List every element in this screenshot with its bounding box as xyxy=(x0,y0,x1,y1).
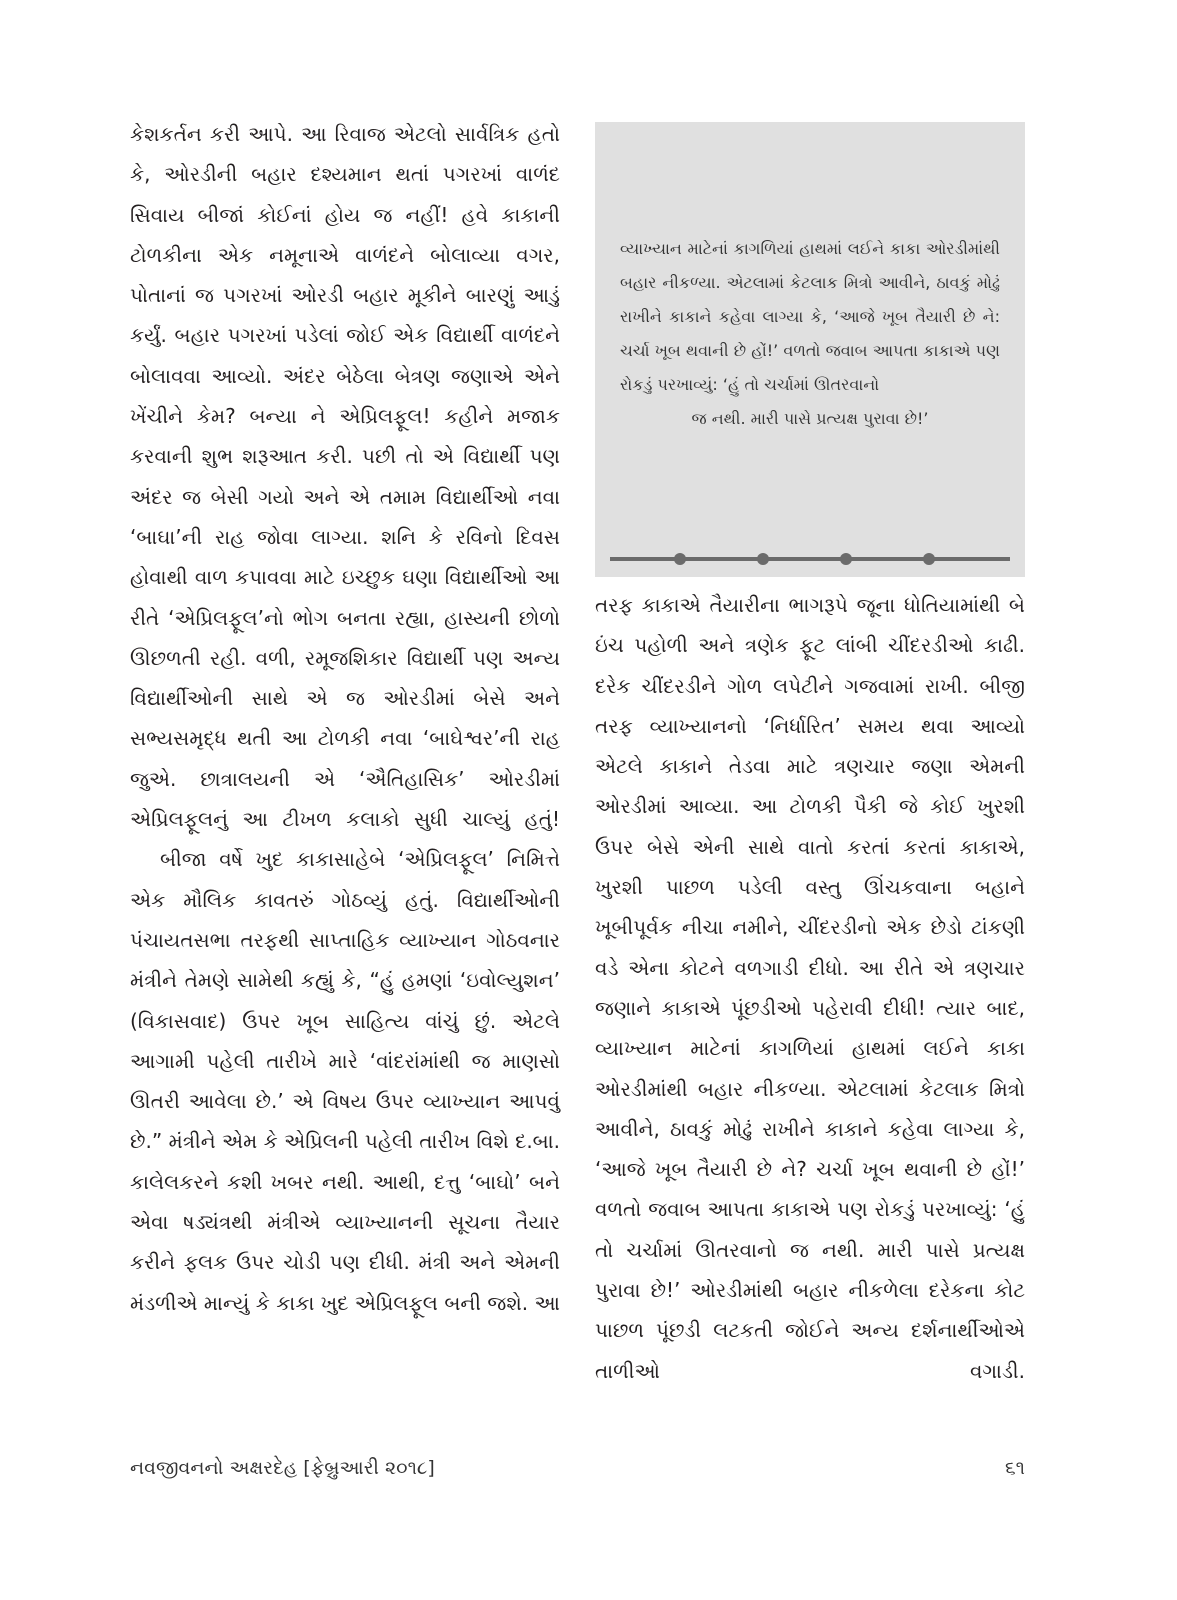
body-paragraph: બીજા વર્ષે ખુદ કાકાસાહેબે ‘એપ્રિલફૂલ’ નિમિત્તે એક મૌલિક કાવતરું ગોઠવ્યું હતું. વિદ્યાર્થીઓની પંચાયતસભા તરફથી સાપ્તાહિક વ્યાખ્યાન ગોઠવનાર મંત્રીને તેમણે સામેથી કહ્યું કે, “હું હમણાં ‘ઇવોલ્યુશન’ (વિકાસવાદ) ઉપર ખૂબ સાહિત્ય વાંચું છું. એટલે આગામી પહેલી તારીખે મારે ‘વાંદરાંમાંથી જ માણસો ઊતરી આવેલા છે.’ એ વિષય ઉપર વ્યાખ્યાન આપવું છે.” મંત્રીને એમ કે એપ્રિલની પહેલી તારીખ વિશે દ.બા. કાલેલકરને કશી ખબર નથી. આથી, દત્તુ ‘બાઘો’ બને એવા ષડ્યંત્રથી મંત્રીએ વ્યાખ્યાનની સૂચના તૈયાર કરીને ફલક ઉપર ચોડી પણ દીધી. મંત્રી અને એમની મંડળીએ માન્યું કે કાકા ખુદ એપ્રિલફૂલ બની જશે. આ xyxy=(130,847,560,1315)
ornament-divider xyxy=(610,552,1010,566)
pull-quote-body: વ્યાખ્યાન માટેનાં કાગળિયાં હાથમાં લઈને કાકા ઓરડીમાંથી બહાર નીકળ્યા. એટલામાં કેટલાક મિત્રો આવીને, ઠાવકું મોઢું રાખીને કાકાને કહેવા લાગ્યા કે, ‘આજે ખૂબ તૈયારી છે ને: ચર્ચા ખૂબ થવાની છે હોં!’ વળતો જવાબ આપતા કાકાએ પણ રોકડું પરખાવ્યું: ‘હું તો ચર્ચામાં ઊતરવાનો xyxy=(620,239,1000,394)
ornament-dot xyxy=(674,553,686,565)
ornament-dot xyxy=(840,553,852,565)
footer-publication: નવજીવનનો અક્ષરદેહ [ફેબ્રુઆરી ૨૦૧૮] xyxy=(130,1457,435,1479)
left-column xyxy=(130,114,560,1323)
ornament-dot xyxy=(923,553,935,565)
pull-quote-last-line: જ નથી. મારી પાસે પ્રત્યક્ષ પુરાવા છે!’ xyxy=(691,409,929,428)
right-column xyxy=(595,585,1025,1391)
body-paragraph: કેશકર્તન કરી આપે. આ રિવાજ એટલો સાર્વત્રિક હતો કે, ઓરડીની બહાર દશ્યમાન થતાં પગરખાં વાળંદ સિવાય બીજાં કોઈનાં હોય જ નહીં! હવે કાકાની ટોળકીના એક નમૂનાએ વાળંદને બોલાવ્યા વગર, પોતાનાં જ પગરખાં ઓરડી બહાર મૂકીને બારણું આડું કર્યું. બહાર પગરખાં પડેલાં જોઈ એક વિદ્યાર્થી વાળંદને બોલાવવા આવ્યો. અંદર બેઠેલા બેત્રણ જણાએ એને ખેંચીને કેમ? બન્યા ને એપ્રિલફૂલ! કહીને મજાક કરવાની શુભ શરૂઆત કરી. પછી તો એ વિદ્યાર્થી પણ અંદર જ બેસી ગયો અને એ તમામ વિદ્યાર્થીઓ નવા ‘બાઘા’ની રાહ જોવા લાગ્યા. શનિ કે રવિનો દિવસ હોવાથી વાળ કપાવવા માટે ઇચ્છુક ઘણા વિદ્યાર્થીઓ આ રીતે ‘એપ્રિલફૂલ’નો ભોગ બનતા રહ્યા, હાસ્યની છોળો ઊછળતી રહી. વળી, રમૂજશિકાર વિદ્યાર્થી પણ અન્ય વિદ્યાર્થીઓની સાથે એ જ ઓરડીમાં બેસે અને સભ્યસમૃદ્ધ થતી આ ટોળકી નવા ‘બાઘેશ્વર’ની રાહ જુએ. છાત્રાલયની એ ‘ઐતિહાસિક’ ઓરડીમાં એપ્રિલફૂલનું આ ટીખળ કલાકો સુધી ચાલ્યું હતું! xyxy=(130,122,560,832)
pull-quote-box xyxy=(595,122,1025,577)
ornament-dot xyxy=(757,553,769,565)
page-number: ૬૧ xyxy=(1005,1457,1025,1479)
pull-quote xyxy=(620,232,1000,436)
body-paragraph: તરફ કાકાએ તૈયારીના ભાગરૂપે જૂના ધોતિયામાંથી બે ઇંચ પહોળી અને ત્રણેક ફૂટ લાંબી ચીંદરડીઓ કાઢી. દરેક ચીંદરડીને ગોળ લપેટીને ગજવામાં રાખી. બીજી તરફ વ્યાખ્યાનનો ‘નિર્ધારિત’ સમય થવા આવ્યો એટલે કાકાને તેડવા માટે ત્રણચાર જણા એમની ઓરડીમાં આવ્યા. આ ટોળકી પૈકી જે કોઈ ખુરશી ઉપર બેસે એની સાથે વાતો કરતાં કરતાં કાકાએ, ખુરશી પાછળ પડેલી વસ્તુ ઊંચકવાના બહાને ખૂબીપૂર્વક નીચા નમીને, ચીંદરડીનો એક છેડો ટાંકણી વડે એના કોટને વળગાડી દીધો. આ રીતે એ ત્રણચાર જણાને કાકાએ પૂંછડીઓ પહેરાવી દીધી! ત્યાર બાદ, વ્યાખ્યાન માટેનાં કાગળિયાં હાથમાં લઈને કાકા ઓરડીમાંથી બહાર નીકળ્યા. એટલામાં કેટલાક મિત્રો આવીને, ઠાવકું મોઢું રાખીને કાકાને કહેવા લાગ્યા કે, ‘આજે ખૂબ તૈયારી છે ને? ચર્ચા ખૂબ થવાની છે હોં!’ વળતો જવાબ આપતા કાકાએ પણ રોકડું પરખાવ્યું: ‘હું તો ચર્ચામાં ઊતરવાનો જ નથી. મારી પાસે પ્રત્યક્ષ પુરાવા છે!’ ઓરડીમાંથી બહાર નીકળેલા દરેકના કોટ પાછળ પૂંછડી લટકતી જોઈને અન્ય દર્શનાર્થીઓએ તાળીઓ વગાડી. xyxy=(595,593,1025,1383)
